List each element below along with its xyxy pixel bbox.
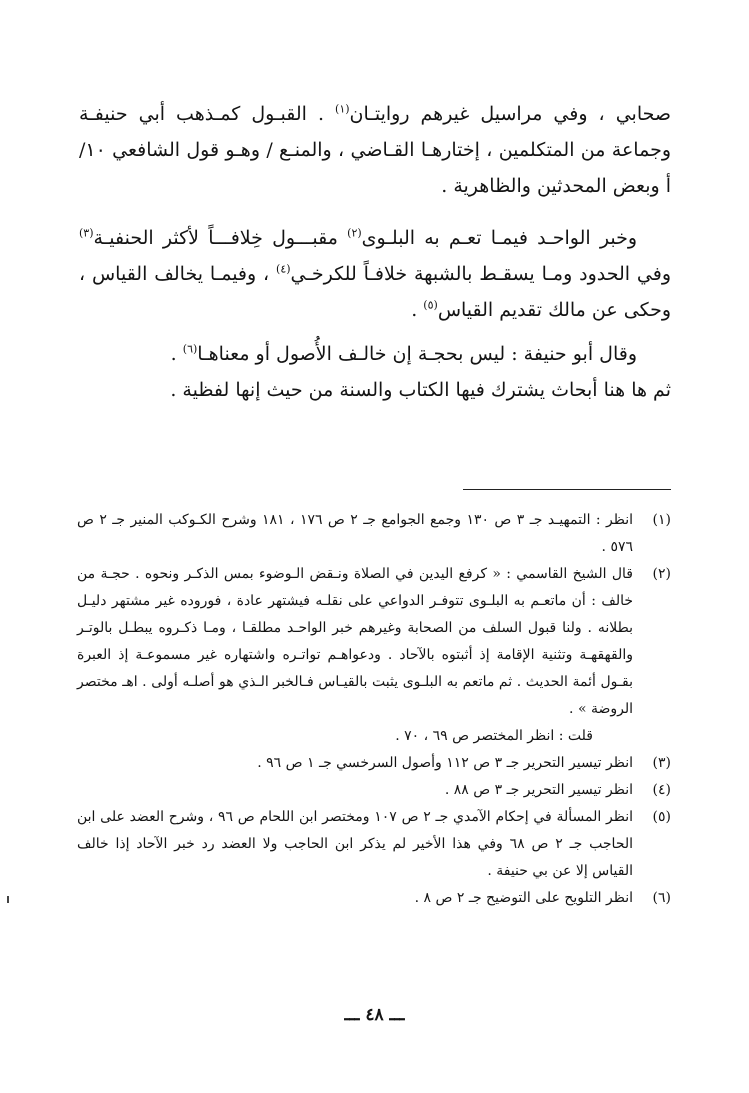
footnote-text xyxy=(77,885,633,912)
footnote-number: (٦) xyxy=(652,890,671,906)
footnote-number: (٥) xyxy=(652,809,671,825)
footnote-ref[interactable]: (٣) xyxy=(79,226,94,240)
text-run: وخبر الواحـد فيمـا تعـم به البلـوى xyxy=(361,227,637,249)
footnote-ref[interactable]: (١) xyxy=(335,102,350,116)
footnotes xyxy=(77,507,671,912)
paragraph xyxy=(79,220,671,328)
footnote xyxy=(77,750,671,777)
footnote xyxy=(77,804,671,885)
footnote-number: (٤) xyxy=(652,782,671,798)
text-run: ثم ها هنا أبحاث يشترك فيها الكتاب والسنة من حيث إنها لفظية . xyxy=(170,379,671,401)
footnote-ref[interactable]: (٦) xyxy=(182,342,198,356)
margin-mark xyxy=(7,896,9,903)
footnote-line: انظر تيسير التحرير جـ ٣ ص ١١٢ وأصول السرخسي جـ ١ ص ٩٦ . xyxy=(257,755,633,771)
text-run: . xyxy=(170,343,183,365)
footnote-number: (٣) xyxy=(652,755,671,771)
footnote-line: انظر : التمهيـد جـ ٣ ص ١٣٠ وجمع الجوامع جـ ٢ ص ١٧٦ ، ١٨١ وشرح الكـوكب المنير جـ ٢ ص ٥٧٦ . xyxy=(77,512,634,555)
footnote-number: (٢) xyxy=(652,566,671,582)
footnote-text xyxy=(77,777,633,804)
text-run: وفي الحدود ومـا يسقـط بالشبهة خلافـاً للكرخـي xyxy=(290,263,671,285)
footnote-number: (١) xyxy=(652,512,671,528)
footnote-text xyxy=(77,507,633,561)
footnote xyxy=(77,507,671,561)
footnote-text xyxy=(77,804,633,885)
footnote-line: انظر التلويح على التوضيح جـ ٢ ص ٨ . xyxy=(414,890,633,906)
page-number: ـــ ٤٨ ـــ xyxy=(344,1005,405,1025)
text-run: وقال أبو حنيفة : ليس بحجـة إن خالـف الأُصول أو معناهـا xyxy=(197,343,637,365)
footnote-ref[interactable]: (٢) xyxy=(347,226,362,240)
text-run: . القبـول كمـذهب أبي حنيفـة وجماعة من المتكلمين ، إختارهـا القـاضي ، والمنـع / وهـو قول الشافعي ١٠/أ وبعض المحدثين والظاهرية . xyxy=(79,103,671,197)
paragraph xyxy=(79,96,671,204)
text-run: صحابي ، وفي مراسيل غيرهم روايتـان xyxy=(349,103,672,125)
text-run: . xyxy=(411,299,424,321)
footnote-line: انظر تيسير التحرير جـ ٣ ص ٨٨ . xyxy=(444,782,633,798)
text-run: مقبـــول خِلافـــاً لأكثر الحنفيـة xyxy=(93,227,348,249)
footnote-text xyxy=(77,561,633,750)
main-text xyxy=(79,96,671,408)
footnote-comment: قلت : انظر المختصر ص ٦٩ ، ٧٠ . xyxy=(395,728,593,744)
paragraph xyxy=(79,336,671,372)
text-run: ، وفيمـا يخالف القياس ، وحكى عن مالك تقديم القياس xyxy=(79,263,671,321)
footnote xyxy=(77,777,671,804)
footnote-line: قال الشيخ القاسمي : « كرفع اليدين في الصلاة ونـقض الـوضوء بمس الذكـر ونحوه . حجـة من خالف : أن ماتعـم به البلـوى تتوفـر الدواعي على نقلـه فيشتهر عادة ، فوروده غير مشتهر دليـل بطلانه . ولنا قبول السلف من الصحابة وغيرهم خبر الواحـد مطلقـا ، ومـا ذكـروه يبطـل بالوتـر والقهقهـة وتثنية الإقامة إذ أثبتوه بالآحاد . ودعواهـم تواتـره واشتهاره غير مسموعـة إذ العبرة بقـول أئمة الحديث . ثم ماتعم به البلـوى يثبت بالقيـاس فـالخبر الـذي هو أصلـه أولى . اهـ مختصر الروضة » . xyxy=(77,566,633,717)
paragraph xyxy=(79,372,671,408)
footnote-ref[interactable]: (٥) xyxy=(423,298,438,312)
footnote-ref[interactable]: (٤) xyxy=(276,262,291,276)
footnote-line: انظر المسألة في إحكام الآمدي جـ ٢ ص ١٠٧ ومختصر ابن اللحام ص ٩٦ ، وشرح العضد على ابن الحاجب جـ ٢ ص ٦٨ وفي هذا الأخير لم يذكر ابن الحاجب ولا العضد رد خبر الآحاد إذا خالف القياس إلا عن بي حنيفة . xyxy=(77,809,634,879)
footnote-separator xyxy=(463,489,671,490)
footnote xyxy=(77,885,671,912)
footnote xyxy=(77,561,671,750)
footnote-text xyxy=(77,750,633,777)
